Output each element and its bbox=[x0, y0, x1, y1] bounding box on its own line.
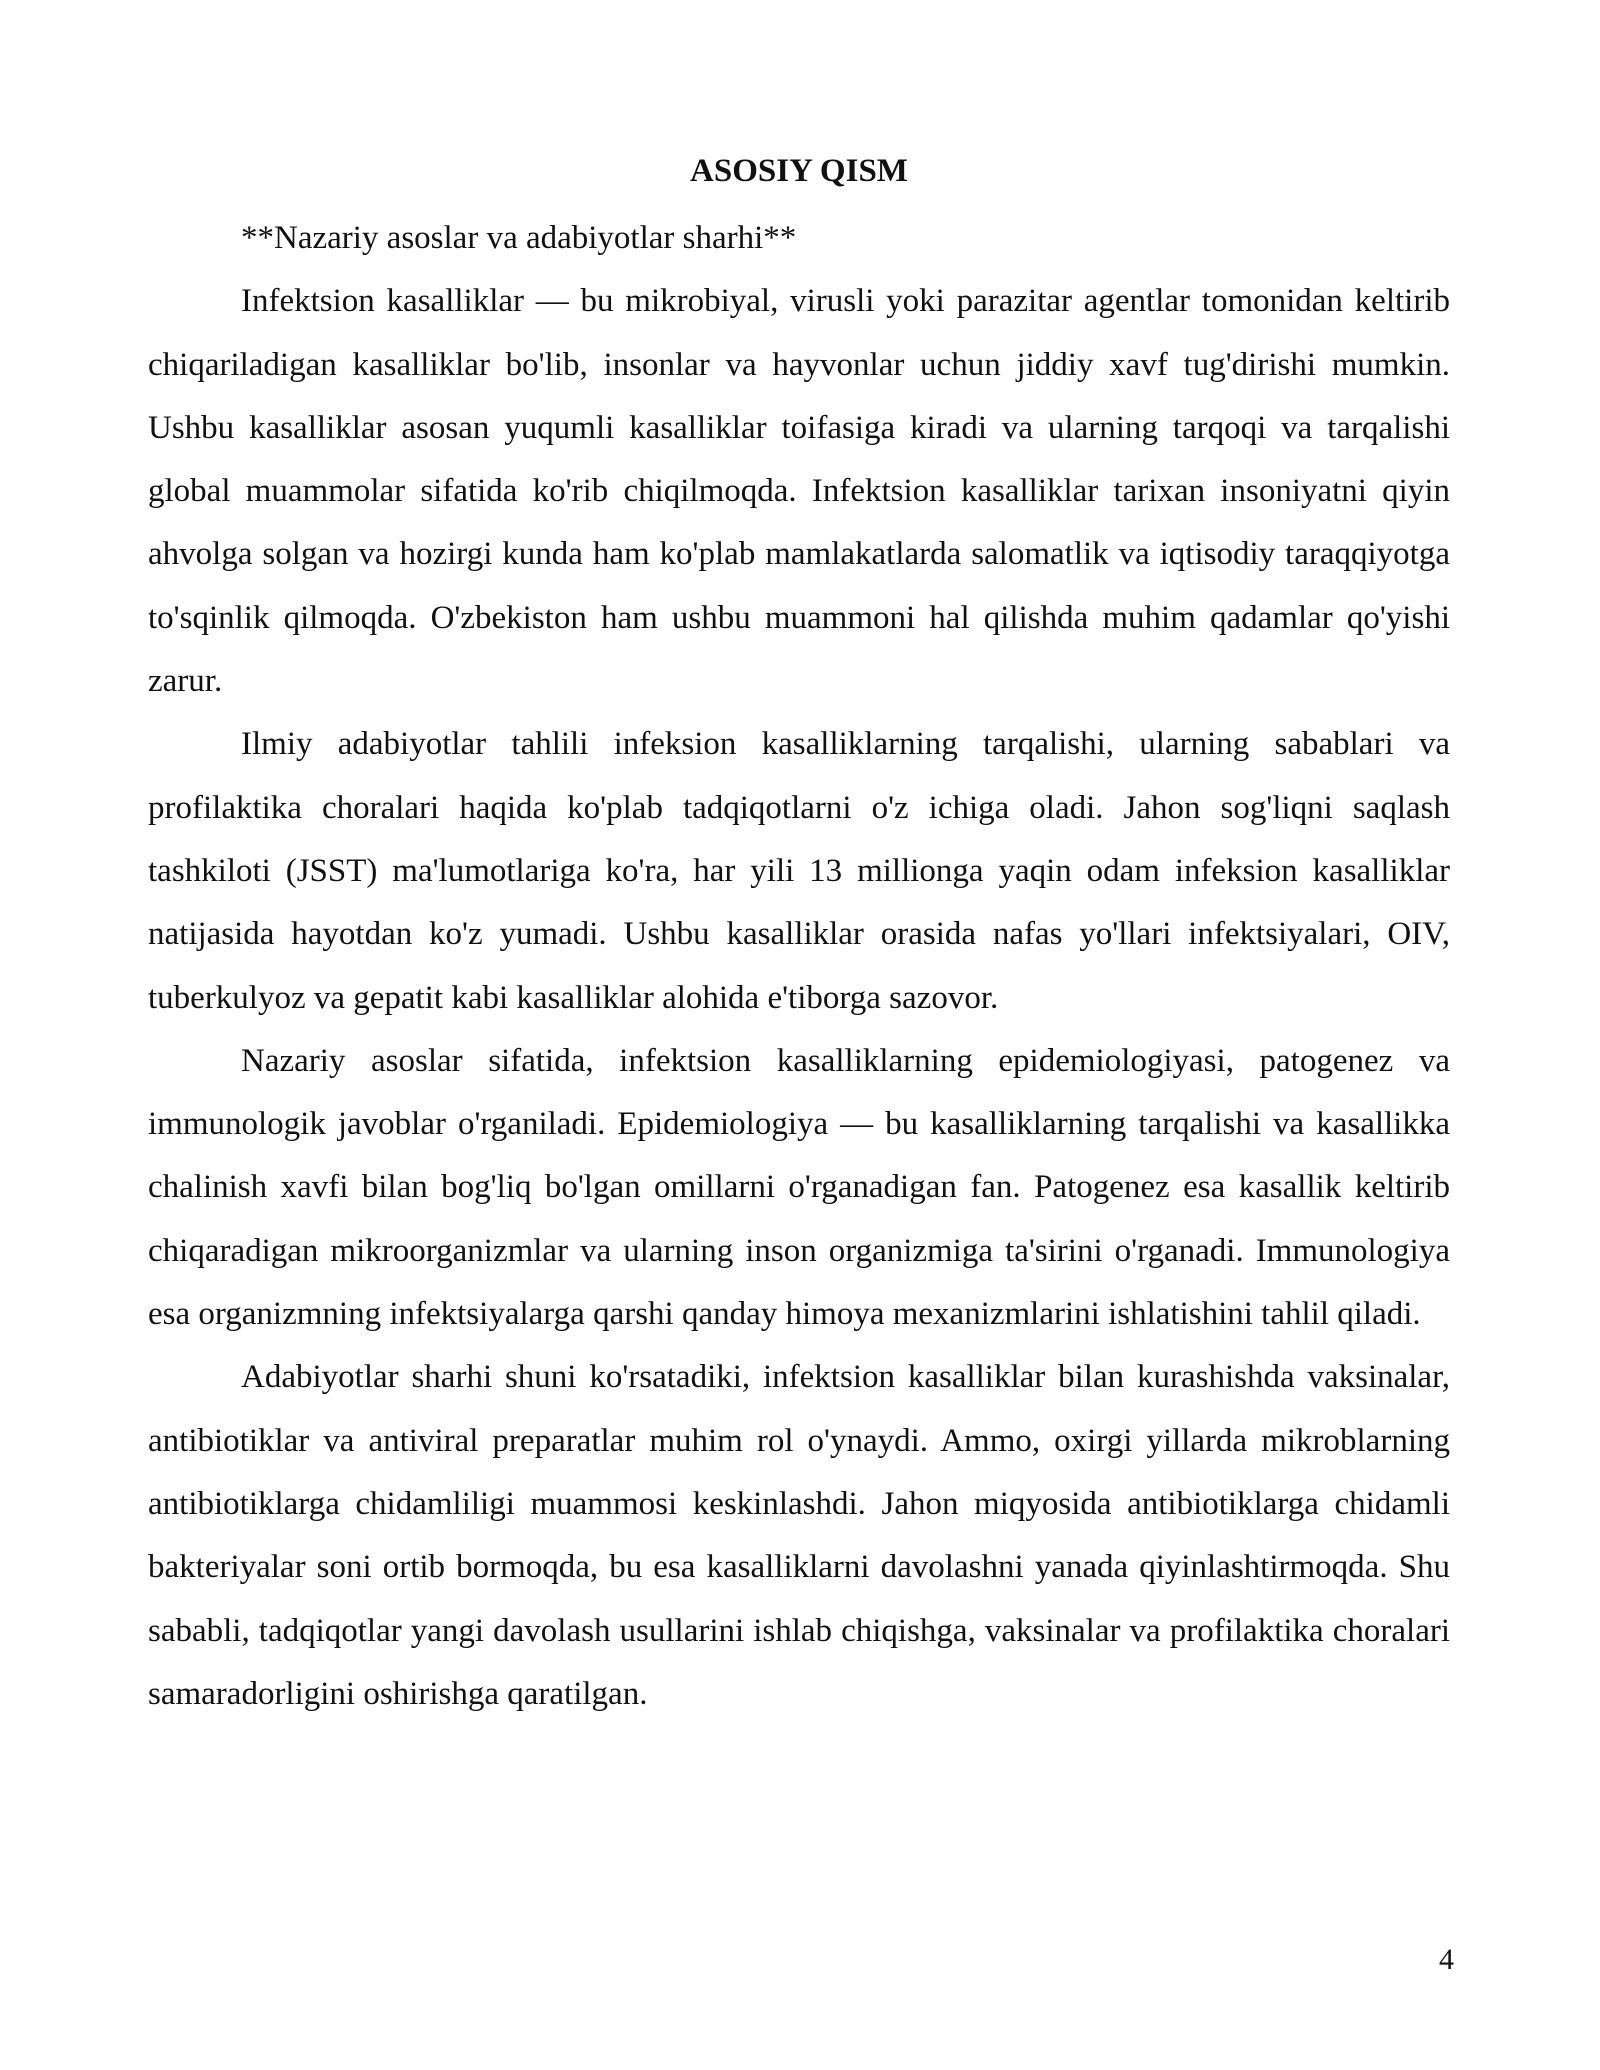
paragraph-infectious-diseases: Infektsion kasalliklar — bu mikrobiyal, virusli yoki parazitar agentlar tomonidan keltirib chiqariladigan kasalliklar bo'lib, insonlar va hayvonlar uchun jiddiy xavf tug'dirishi mumkin. Ushbu kasalliklar asosan yuqumli kasalliklar toifasiga kiradi va ularning tarqoqi va tarqalishi global muammolar sifatida ko'rib chiqilmoqda. Infektsion kasalliklar tarixan insoniyatni qiyin ahvolga solgan va hozirgi kunda ham ko'plab mamlakatlarda salomatlik va iqtisodiy taraqqiyotga to'sqinlik qilmoqda. O'zbekiston ham ushbu muammoni hal qilishda muhim qadamlar qo'yishi zarur. bbox=[148, 283, 1450, 700]
paragraph-literature-review: Adabiyotlar sharhi shuni ko'rsatadiki, infektsion kasalliklar bilan kurashishda vaksinalar, antibiotiklar va antiviral preparatlar muhim rol o'ynaydi. Ammo, oxirgi yillarda mikroblarning antibiotiklarga chidamliligi muammosi keskinlashdi. Jahon miqyosida antibiotiklarga chidamli bakteriyalar soni ortib bormoqda, bu esa kasalliklarni davolashni yanada qiyinlashtirmoqda. Shu sababli, tadqiqotlar yangi davolash usullarini ishlab chiqishga, vaksinalar va profilaktika choralari samaradorligini oshirishga qaratilgan. bbox=[148, 1359, 1450, 1712]
section-heading: ASOSIY QISM bbox=[690, 153, 908, 189]
page-content bbox=[148, 145, 1450, 1726]
section-subheading: **Nazariy asoslar va adabiyotlar sharhi** bbox=[241, 220, 797, 256]
page-number: 4 bbox=[1439, 1943, 1454, 1976]
paragraph-literature-analysis: Ilmiy adabiyotlar tahlili infeksion kasalliklarning tarqalishi, ularning sabablari va profilaktika choralari haqida ko'plab tadqiqotlarni o'z ichiga oladi. Jahon sog'liqni saqlash tashkiloti (JSST) ma'lumotlariga ko'ra, har yili 13 millionga yaqin odam infeksion kasalliklar natijasida hayotdan ko'z yumadi. Ushbu kasalliklar orasida nafas yo'llari infektsiyalari, OIV, tuberkulyoz va gepatit kabi kasalliklar alohida e'tiborga sazovor. bbox=[148, 726, 1450, 1016]
paragraph-theoretical-basis: Nazariy asoslar sifatida, infektsion kasalliklarning epidemiologiyasi, patogenez va immunologik javoblar o'rganiladi. Epidemiologiya — bu kasalliklarning tarqalishi va kasallikka chalinish xavfi bilan bog'liq bo'lgan omillarni o'rganadigan fan. Patogenez esa kasallik keltirib chiqaradigan mikroorganizmlar va ularning inson organizmiga ta'sirini o'rganadi. Immunologiya esa organizmning infektsiyalarga qarshi qanday himoya mexanizmlarini ishlatishini tahlil qiladi. bbox=[148, 1042, 1450, 1333]
